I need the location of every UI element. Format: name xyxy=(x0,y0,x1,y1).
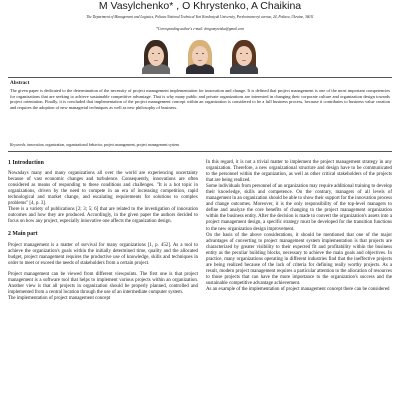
abstract-text: The given paper is dedicated to the determination of the necessity of project management implementation for innovation and change. It is defined that project management is one of the most important competencies for organizations that are seeking to achieve sustainable competitive advantage. That is why many public and private organizations are interested in changing their corporate culture and organization design towards project orientation. Finally, it is concluded that implementation of the project management concept within an organization is considered to be a full business process, because it contributes to business value creation and requires the adoption of new managerial techniques as well as new philosophy of business. xyxy=(10,88,390,110)
author-list: M Vasylchenko* , O Khrystenko, A Chaikina xyxy=(98,0,302,12)
paragraph: Project management is a matter of survival for many organizations [1, p. 452]. As a tool to achieve the organization's goals within the initially determined time, quality and the allocated budget, project management requires the productive use of knowledge, skills and techniques in order to meet or exceed the needs of stakeholders from a certain project. xyxy=(8,242,198,266)
paragraph: On the basis of the above considerations, it should be mentioned that one of the major advantages of converting to project management system implementation is that projects are characterized by greater visibility to their expected fit and profitability within the business entity as the peculiar building blocks, necessary to achieve the main goals and objectives. In practice, many organizations operating in different industries find that the ineffective projects are being realized because of the lack of criteria for defining really worthy projects. As a result, modern project management requires a particular attention to the allocation of resources to those projects that can have the more importance to the organization's success and the sustainable competitive advantage achievement. xyxy=(206,232,392,286)
section-heading-introduction: 1 Introduction xyxy=(8,160,44,166)
keywords-text: innovation, organization, organizational behavior, project management, project management system xyxy=(26,143,180,147)
author-photo-3 xyxy=(226,34,262,74)
paragraph: Nowadays many and many organizations all over the world are experiencing uncertainty because of vast economic changes and turbulence. Consequently, innovations are often considered as means of responding to these conditions and challenges. "It is a hot topic in organizations, driven by the need to compete in an era of increasing competition, rapid technological and market change, and escalating requirements for solutions to complex problems" [4, p. 3]. xyxy=(8,171,198,207)
left-column xyxy=(8,160,198,302)
keywords xyxy=(10,143,390,148)
paragraph: In this regard, it is not a trivial matter to implement the project management strategy in any organization. Therefore, a new organizational structure and design have to be communicated to the personnel within the organization, as well as other critical stakeholders of the projects that are being realized. xyxy=(206,160,392,184)
abstract-bottom-rule xyxy=(8,151,392,152)
section-heading-main-part: 2 Main part xyxy=(8,231,38,238)
affiliation: The Department of Management and Logistics, Poltava National Technical Yuri Kondratyuk University, Pershotravnevyi avenue, 24, Poltava, Ukraine, 36011 xyxy=(86,15,314,19)
paragraph: Project management can be viewed from different viewpoints. The first one is that project management is a software tool that helps to implement various projects within an organization. Another view is that all projects in organization should be properly planned, controlled and implemented from a central location through the use of an intermediate computer system. xyxy=(8,271,198,295)
face-shape xyxy=(148,46,164,66)
face-shape xyxy=(192,46,208,66)
paragraph: There is a variety of publications [2; 3; 5; 6] that are related to the investigation of innovation outcomes and how they are produced. Accordingly, in the given paper the authors decided to focus on how any project, especially innovative one affects the organization design. xyxy=(8,207,198,225)
paragraph: As an example of the implementation of project management concept there can be considered xyxy=(206,286,390,292)
keywords-label: Keywords: xyxy=(10,143,27,147)
corresponding-author: *Corresponding author's e-mail: drogomyretska@gmail.com xyxy=(156,27,244,31)
right-column xyxy=(206,160,392,293)
paragraph: Some individuals from personnel of an organization may require additional training to develop their knowledge, skills and competence. On the contrary, managers of all levels of management in an organization should be able to show their support for the innovation process and change outcomes. Moreover, it is the only responsibility of the top-level managers to define and analyze the core benefits of changing to the project management organization within the business entity. After the decision is made to convert the organization's assets into a project management design, a specific strategy must be developed for the transition functions to the new organization design improvement. xyxy=(206,184,392,232)
paragraph: The implementation of project management concept xyxy=(8,295,111,301)
face-shape xyxy=(236,46,252,66)
author-photo-2 xyxy=(182,34,218,74)
author-photo-1 xyxy=(138,34,174,74)
abstract-heading: Abstract xyxy=(10,80,30,86)
abstract-top-rule xyxy=(8,77,392,78)
